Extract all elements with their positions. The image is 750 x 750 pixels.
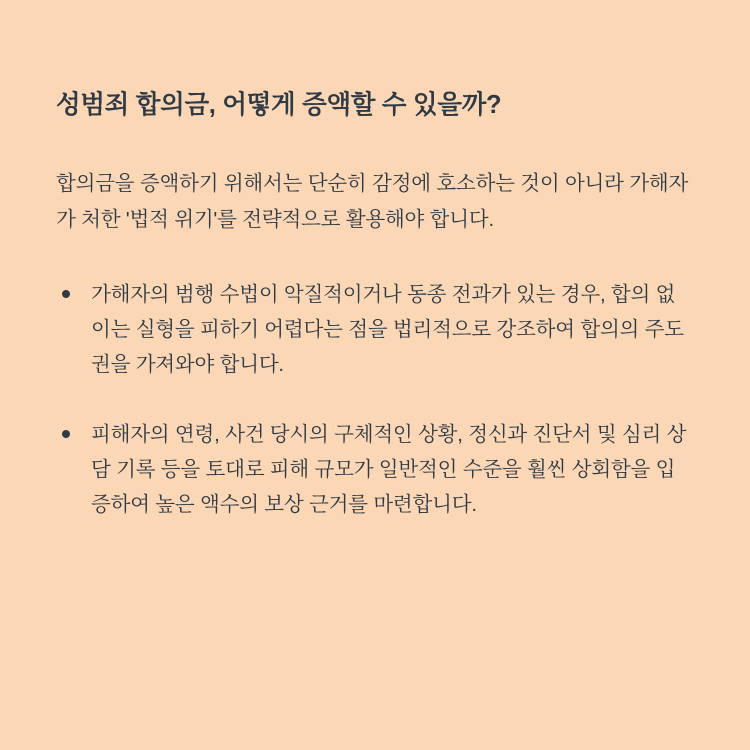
list-item-text: 피해자의 연령, 사건 당시의 구체적인 상황, 정신과 진단서 및 심리 상담 기록 등을 토대로 피해 규모가 일반적인 수준을 훨씬 상회함을 입증하여 높은 액수의 보상 근거를 마련합니다. xyxy=(91,422,687,517)
page-title: 성범죄 합의금, 어떻게 증액할 수 있을까? xyxy=(56,91,502,119)
lead-paragraph: 합의금을 증액하기 위해서는 단순히 감정에 호소하는 것이 아니라 가해자가 처한 '법적 위기'를 전략적으로 활용해야 합니다. xyxy=(56,172,689,231)
list-item xyxy=(56,417,694,523)
list-item xyxy=(56,277,694,383)
bullet-dot-icon xyxy=(62,430,70,438)
bullet-dot-icon xyxy=(62,290,70,298)
bullet-list xyxy=(56,277,694,523)
list-item-text: 가해자의 범행 수법이 악질적이거나 동종 전과가 있는 경우, 합의 없이는 실형을 피하기 어렵다는 점을 법리적으로 강조하여 합의의 주도권을 가져와야 합니다. xyxy=(91,282,684,377)
